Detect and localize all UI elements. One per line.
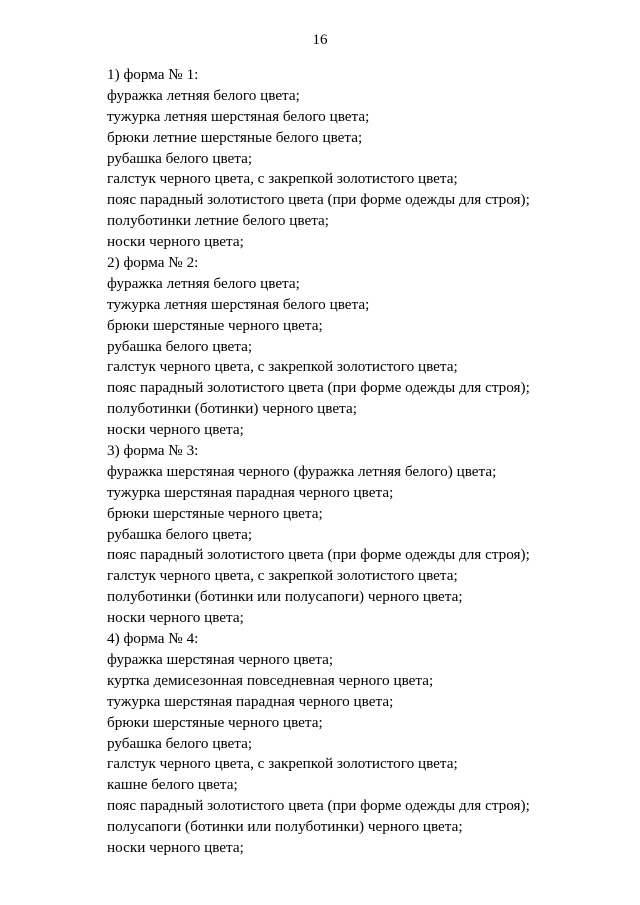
document-body xyxy=(107,65,627,859)
list-item: носки черного цвета; xyxy=(107,421,244,439)
list-item: брюки шерстяные черного цвета; xyxy=(107,504,323,522)
list-item: брюки летние шерстяные белого цвета; xyxy=(107,128,363,146)
list-item: полуботинки (ботинки или полусапоги) черного цвета; xyxy=(107,588,463,606)
list-item: пояс парадный золотистого цвета (при форме одежды для строя); xyxy=(107,191,530,209)
list-item: галстук черного цвета, с закрепкой золотистого цвета; xyxy=(107,358,458,376)
list-item: брюки шерстяные черного цвета; xyxy=(107,713,323,731)
list-item: кашне белого цвета; xyxy=(107,776,238,794)
list-item: носки черного цвета; xyxy=(107,609,244,627)
list-item: носки черного цвета; xyxy=(107,838,244,856)
list-item: галстук черного цвета, с закрепкой золотистого цвета; xyxy=(107,755,458,773)
list-item: рубашка белого цвета; xyxy=(107,337,253,355)
list-item: носки черного цвета; xyxy=(107,233,244,251)
list-item: фуражка летняя белого цвета; xyxy=(107,86,300,104)
list-item: пояс парадный золотистого цвета (при форме одежды для строя); xyxy=(107,379,530,397)
list-item: рубашка белого цвета; xyxy=(107,149,253,167)
list-item: полусапоги (ботинки или полуботинки) черного цвета; xyxy=(107,818,463,836)
list-item: полуботинки летние белого цвета; xyxy=(107,212,329,230)
section-heading-form-1: 1) форма № 1: xyxy=(107,66,199,83)
list-item: пояс парадный золотистого цвета (при форме одежды для строя); xyxy=(107,546,530,564)
list-item: галстук черного цвета, с закрепкой золотистого цвета; xyxy=(107,567,458,585)
list-item: тужурка шерстяная парадная черного цвета; xyxy=(107,483,394,501)
list-item: фуражка шерстяная черного (фуражка летняя белого) цвета; xyxy=(107,462,497,480)
page-number: 16 xyxy=(312,32,328,48)
list-item: брюки шерстяные черного цвета; xyxy=(107,316,323,334)
section-heading-form-4: 4) форма № 4: xyxy=(107,630,199,648)
list-item: полуботинки (ботинки) черного цвета; xyxy=(107,400,357,418)
list-item: тужурка шерстяная парадная черного цвета; xyxy=(107,692,394,710)
list-item: фуражка шерстяная черного цвета; xyxy=(107,650,334,668)
list-item: рубашка белого цвета; xyxy=(107,734,253,752)
section-heading-form-2: 2) форма № 2: xyxy=(107,254,199,272)
list-item: тужурка летняя шерстяная белого цвета; xyxy=(107,107,370,125)
list-item: пояс парадный золотистого цвета (при форме одежды для строя); xyxy=(107,797,530,815)
list-item: галстук черного цвета, с закрепкой золотистого цвета; xyxy=(107,170,458,188)
list-item: рубашка белого цвета; xyxy=(107,525,253,543)
list-item: куртка демисезонная повседневная черного цвета; xyxy=(107,671,434,689)
section-heading-form-3: 3) форма № 3: xyxy=(107,442,199,460)
list-item: фуражка летняя белого цвета; xyxy=(107,274,300,292)
list-item: тужурка летняя шерстяная белого цвета; xyxy=(107,295,370,313)
